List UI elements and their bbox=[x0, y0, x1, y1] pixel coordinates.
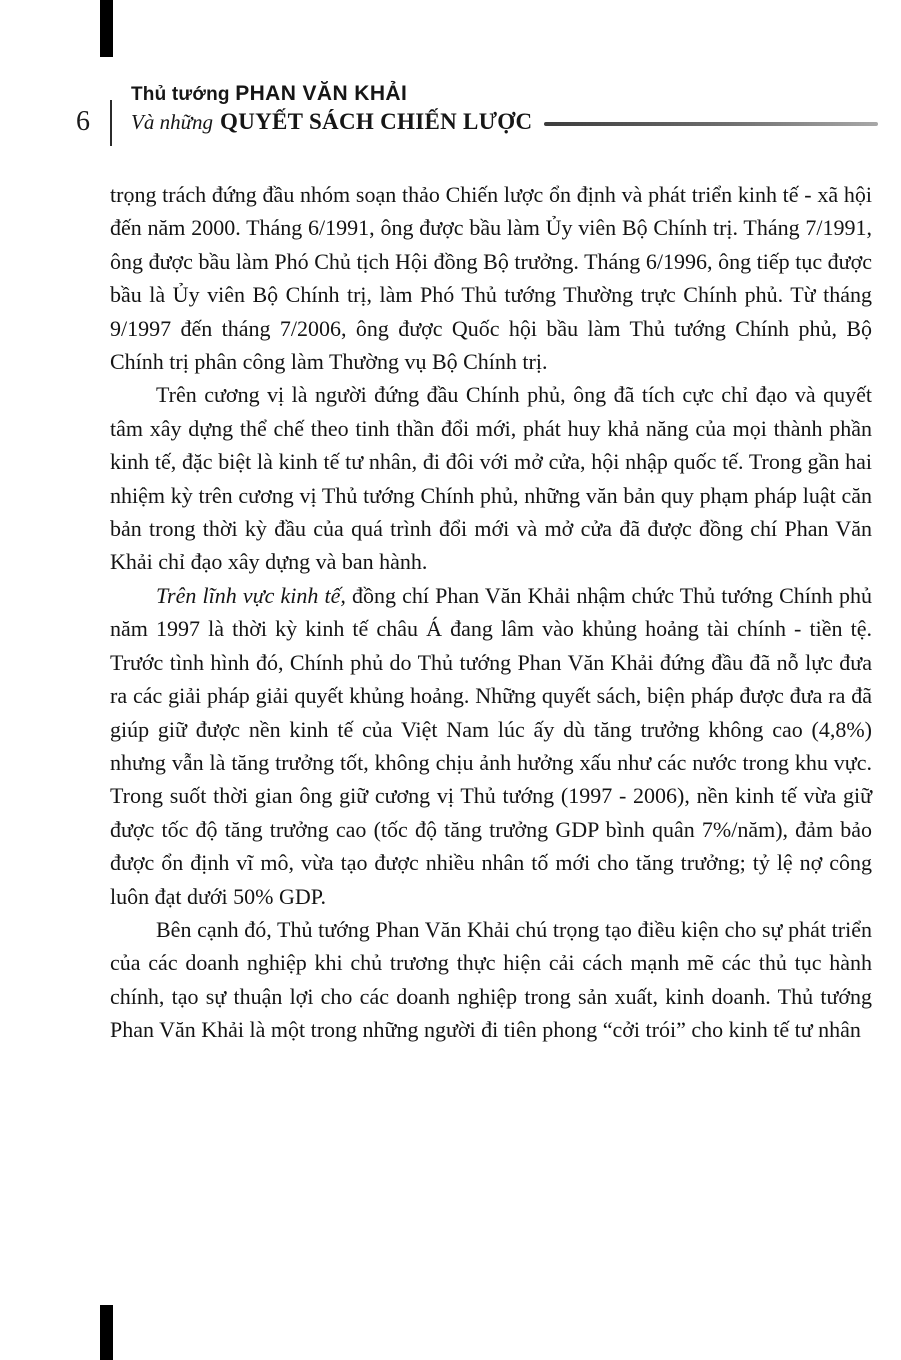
decorative-rule bbox=[544, 122, 878, 126]
header-title bbox=[131, 109, 878, 135]
header-title-main: QUYẾT SÁCH CHIẾN LƯỢC bbox=[220, 109, 533, 134]
header-series-prefix: Thủ tướng bbox=[131, 84, 230, 105]
header-series bbox=[131, 82, 878, 106]
paragraph bbox=[110, 378, 872, 578]
header-series-name: PHAN VĂN KHẢI bbox=[235, 82, 408, 105]
paragraph-run: Trên cương vị là người đứng đầu Chính phủ, ông đã tích cực chỉ đạo và quyết tâm xây dựng thể chế theo tinh thần đổi mới, phát huy khả năng của mọi thành phần kinh tế, đặc biệt là kinh tế tư nhân, đi đôi với mở cửa, hội nhập quốc tế. Trong gần hai nhiệm kỳ trên cương vị Thủ tướng Chính phủ, những văn bản quy phạm pháp luật căn bản trong thời kỳ đầu của quá trình đổi mới và mở cửa đã được đồng chí Phan Văn Khải chỉ đạo xây dựng và ban hành. bbox=[110, 382, 872, 575]
running-header bbox=[131, 82, 878, 135]
header-title-prefix: Và những bbox=[131, 109, 214, 134]
paragraph bbox=[110, 178, 872, 378]
page-number: 6 bbox=[76, 106, 90, 137]
top-corner-bar bbox=[100, 0, 113, 57]
paragraph bbox=[110, 579, 872, 913]
paragraph-run: trọng trách đứng đầu nhóm soạn thảo Chiến lược ổn định và phát triển kinh tế - xã hội đến năm 2000. Tháng 6/1991, ông được bầu làm Ủy viên Bộ Chính trị. Tháng 7/1991, ông được bầu làm Phó Chủ tịch Hội đồng Bộ trưởng. Tháng 6/1996, ông tiếp tục được bầu là Ủy viên Bộ Chính trị, làm Phó Thủ tướng Thường trực Chính phủ. Từ tháng 9/1997 đến tháng 7/2006, ông được Quốc hội bầu làm Thủ tướng Chính phủ, Bộ Chính trị phân công làm Thường vụ Bộ Chính trị. bbox=[110, 182, 872, 375]
body-text bbox=[110, 178, 872, 1047]
paragraph-run: Bên cạnh đó, Thủ tướng Phan Văn Khải chú trọng tạo điều kiện cho sự phát triển của các doanh nghiệp khi chủ trương thực hiện cải cách mạnh mẽ các thủ tục hành chính, tạo sự thuận lợi cho các doanh nghiệp trong sản xuất, kinh doanh. Thủ tướng Phan Văn Khải là một trong những người đi tiên phong “cởi trói” cho kinh tế tư nhân bbox=[110, 916, 872, 1043]
header-vertical-rule bbox=[110, 100, 112, 146]
bottom-corner-bar bbox=[100, 1305, 113, 1360]
paragraph-run-italic: Trên lĩnh vực kinh tế, bbox=[156, 582, 346, 608]
paragraph-run: đồng chí Phan Văn Khải nhậm chức Thủ tướng Chính phủ năm 1997 là thời kỳ kinh tế châu Á đang lâm vào khủng hoảng tài chính - tiền tệ. Trước tình hình đó, Chính phủ do Thủ tướng Phan Văn Khải đứng đầu đã nỗ lực đưa ra các giải pháp giải quyết khủng hoảng. Những quyết sách, biện pháp được đưa ra đã giúp giữ được nền kinh tế của Việt Nam lúc ấy dù tăng trưởng không cao (4,8%) nhưng vẫn là tăng trưởng tốt, không chịu ảnh hưởng xấu như các nước trong khu vực. Trong suốt thời gian ông giữ cương vị Thủ tướng (1997 - 2006), nền kinh tế vừa giữ được tốc độ tăng trưởng cao (tốc độ tăng trưởng GDP bình quân 7%/năm), đảm bảo được ổn định vĩ mô, vừa tạo được nhiều nhân tố mới cho tăng trưởng; tỷ lệ nợ công luôn đạt dưới 50% GDP. bbox=[110, 582, 872, 909]
paragraph bbox=[110, 913, 872, 1047]
